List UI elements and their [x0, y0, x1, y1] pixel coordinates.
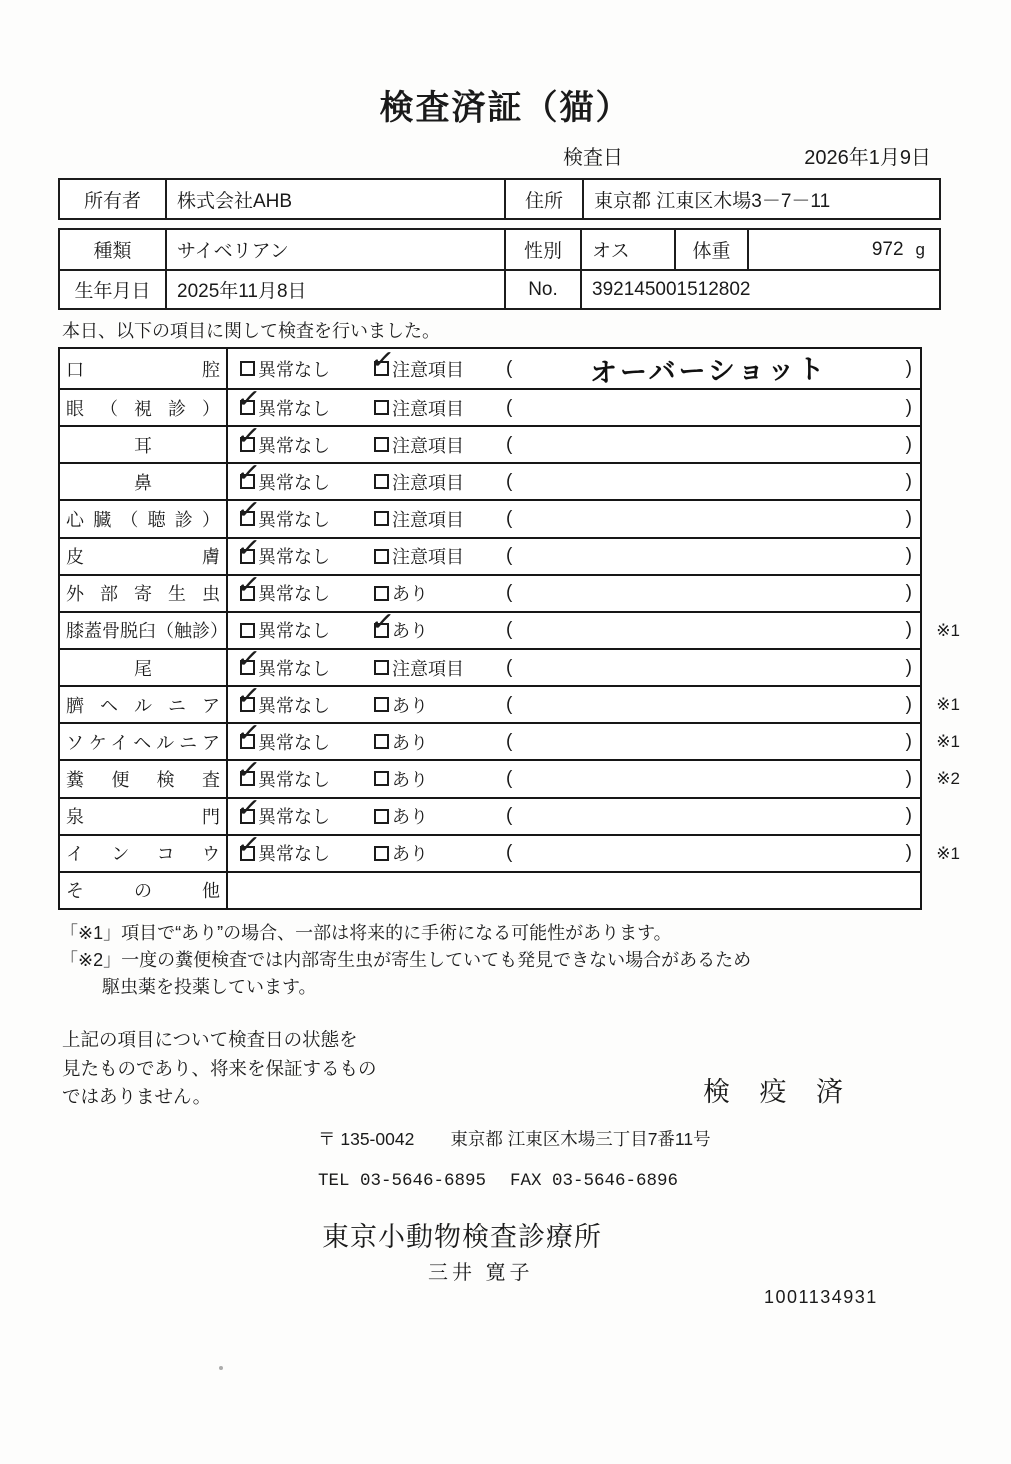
option-attention: [374, 655, 506, 681]
exam-row: [60, 716, 960, 759]
option-attention-label: 注意項目: [392, 658, 464, 679]
exam-item-label-cell: [60, 761, 228, 796]
exam-item-label: 泉 門: [66, 807, 220, 828]
paren-open: (: [506, 396, 513, 418]
exam-item-label-cell: [60, 799, 228, 834]
paren-open: (: [506, 767, 513, 789]
exam-row: [60, 567, 920, 611]
disclaimer-line-2: 見たものであり、将来を保証するもの: [62, 1057, 377, 1079]
exam-date-label: 検査日: [563, 147, 623, 169]
footnote-1: 「※1」項目で“あり”の場合、一部は将来的に手術になる可能性があります。: [60, 923, 672, 943]
disclaimer-line-3: ではありません。: [62, 1086, 212, 1107]
option-attention: [374, 543, 506, 569]
scan-speck: [219, 1366, 223, 1370]
checkbox-icon: [374, 846, 389, 861]
option-attention-label: あり: [392, 695, 428, 716]
paren-open: (: [506, 357, 513, 379]
option-attention-label: 注意項目: [392, 472, 464, 493]
paren-close: ): [905, 619, 912, 641]
paren-close: ): [905, 507, 912, 529]
exam-item-label: 心 臓 （ 聴 診 ）: [66, 509, 220, 530]
checkbox-icon: [235, 790, 263, 824]
option-attention-label: 注意項目: [392, 435, 464, 456]
paren-open: (: [506, 619, 513, 641]
exam-item-label: 皮 膚: [66, 547, 220, 568]
option-normal-label: 異常なし: [258, 658, 330, 679]
checkbox-icon: [369, 342, 397, 377]
option-attention: [374, 692, 506, 718]
option-normal-label: 異常なし: [258, 398, 330, 419]
clinic-postal: 〒 135-0042: [318, 1129, 415, 1149]
address-label: 住所: [504, 180, 582, 218]
handwritten-note: [512, 441, 905, 448]
option-normal-label: 異常なし: [258, 472, 330, 493]
paren-open: (: [506, 730, 513, 752]
check-mark-icon: ✓: [235, 418, 263, 453]
paren-close: ): [905, 693, 912, 715]
paren-open: (: [506, 656, 513, 678]
exam-item-content: [228, 342, 920, 389]
option-attention: [374, 432, 506, 458]
clinic-address-line: [318, 1126, 711, 1151]
exam-row: [60, 342, 920, 389]
exam-row: [60, 753, 960, 796]
option-normal: [235, 381, 374, 421]
sex-label: 性別: [504, 230, 580, 269]
option-normal: [235, 530, 374, 569]
clinic-tel: TEL 03-5646-6895: [318, 1171, 487, 1191]
owner-box: [58, 178, 941, 220]
handwritten-note: [512, 664, 905, 671]
checkbox-icon: [235, 641, 263, 676]
paren-close: ): [905, 396, 912, 418]
footnote-mark: ※1: [936, 732, 960, 752]
check-mark-icon: ✓: [369, 604, 397, 639]
exam-item-content: [228, 567, 920, 611]
exam-item-label: 口 腔: [66, 359, 220, 380]
option-attention-label: 注意項目: [392, 547, 464, 568]
exam-row: [60, 530, 920, 574]
option-attention-label: 注意項目: [392, 509, 464, 530]
clinic-address: 東京都 江東区木場三丁目7番11号: [450, 1129, 711, 1149]
paren-open: (: [506, 507, 513, 529]
disclaimer: [62, 1026, 377, 1112]
paren-close: ): [905, 730, 912, 752]
exam-item-content: [228, 604, 920, 648]
option-normal: [235, 716, 374, 755]
paren-open: (: [506, 545, 513, 567]
weight-value-cell: [747, 230, 939, 269]
option-attention: [374, 506, 506, 532]
option-attention: [374, 766, 506, 792]
exam-item-content: [228, 678, 920, 722]
option-attention: [374, 729, 506, 755]
option-normal-label: 異常なし: [258, 435, 330, 456]
checkbox-icon: [374, 474, 389, 489]
exam-row: [60, 604, 960, 648]
handwritten-note: [512, 627, 905, 634]
animal-box: [58, 228, 941, 310]
option-normal: [235, 418, 374, 458]
footnote-2-cont: 駆虫薬を投薬しています。: [102, 977, 317, 997]
exam-item-label: 耳: [134, 435, 152, 456]
check-mark-icon: ✓: [235, 678, 263, 713]
exam-row: [60, 456, 920, 499]
exam-item-content: [228, 493, 920, 536]
footnote-2: 「※2」一度の糞便検査では内部寄生虫が寄生していても発見できない場合があるため: [60, 950, 752, 970]
option-attention: [369, 604, 506, 643]
exam-item-content: [228, 381, 920, 425]
weight-unit: g: [915, 239, 925, 259]
paren-close: ): [905, 545, 912, 567]
option-normal-label: 異常なし: [258, 509, 330, 530]
checkbox-icon: [235, 716, 263, 750]
paren-open: (: [506, 470, 513, 492]
option-attention-label: あり: [392, 732, 428, 753]
checkbox-icon: [235, 493, 263, 527]
paren-close: ): [905, 433, 912, 455]
weight-value: 972: [871, 238, 904, 260]
checkbox-icon: [374, 437, 389, 452]
animal-box-row2: [60, 269, 939, 308]
exam-table: [58, 342, 960, 910]
disclaimer-line-1: 上記の項目について検査日の状態を: [62, 1029, 358, 1050]
checkbox-icon: [240, 623, 255, 638]
checkbox-icon: [374, 549, 389, 564]
check-mark-icon: ✓: [235, 641, 263, 676]
checkbox-icon: [374, 586, 389, 601]
option-attention-label: あり: [392, 621, 428, 642]
footnotes: [60, 920, 751, 1001]
exam-item-content: [228, 873, 920, 908]
owner-value: 株式会社AHB: [165, 180, 504, 218]
exam-item-content: [228, 418, 920, 462]
paren-close: ): [905, 767, 912, 789]
exam-item-label-cell: [60, 539, 228, 574]
paren-close: ): [905, 357, 912, 379]
option-normal: [240, 617, 374, 643]
option-normal: [240, 356, 374, 382]
checkbox-icon: [374, 660, 389, 675]
paren-open: (: [506, 693, 513, 715]
paren-open: (: [506, 433, 513, 455]
exam-row: [60, 493, 920, 536]
no-value: 392145001512802: [580, 271, 939, 308]
checkbox-icon: [235, 827, 263, 862]
option-normal-label: 異常なし: [258, 547, 330, 568]
exam-item-label-cell: [60, 613, 228, 648]
quarantine-stamp: 検 疫 済: [703, 1077, 855, 1107]
no-label: No.: [504, 271, 580, 308]
weight-label: 体重: [674, 230, 747, 269]
paren-open: (: [506, 842, 513, 864]
option-normal: [235, 678, 374, 718]
exam-item-label-cell: [60, 501, 228, 536]
option-normal-label: 異常なし: [258, 769, 330, 790]
option-attention-label: あり: [392, 844, 428, 865]
page-title: 検査済証（猫）: [379, 89, 632, 127]
footnote-mark: ※1: [936, 843, 960, 863]
exam-row: [60, 871, 920, 908]
exam-item-label-cell: [60, 349, 228, 388]
check-mark-icon: ✓: [235, 381, 263, 416]
exam-item-label-cell: [60, 464, 228, 499]
option-normal-label: 異常なし: [258, 359, 330, 380]
handwritten-note: [512, 516, 905, 523]
document-number: 1001134931: [764, 1287, 878, 1307]
handwritten-note: [512, 813, 905, 820]
exam-row: [60, 641, 920, 685]
exam-item-label: 鼻: [134, 472, 152, 493]
checkbox-icon: [235, 456, 263, 490]
clinic-fax: FAX 03-5646-6896: [510, 1171, 679, 1191]
option-attention-label: あり: [392, 807, 428, 828]
handwritten-note: オーバーショット: [590, 353, 829, 389]
option-attention-label: 注意項目: [392, 398, 464, 419]
option-normal-label: 異常なし: [258, 584, 330, 605]
exam-item-label-cell: [60, 873, 228, 908]
option-normal: [235, 493, 374, 532]
option-normal: [235, 456, 374, 495]
option-attention: [374, 840, 506, 866]
exam-item-label-cell: [60, 836, 228, 871]
paren-open: (: [506, 805, 513, 827]
intro-text: 本日、以下の項目に関して検査を行いました。: [62, 321, 440, 341]
exam-item-label: 糞 便 検 査: [66, 769, 220, 790]
exam-item-label-cell: [60, 576, 228, 611]
handwritten-note: [512, 776, 905, 783]
paren-close: ): [905, 656, 912, 678]
exam-item-label-cell: [60, 427, 228, 462]
exam-item-label: 外 部 寄 生 虫: [66, 584, 220, 605]
footnote-mark: ※2: [936, 769, 960, 789]
option-normal-label: 異常なし: [258, 807, 330, 828]
exam-row: [60, 790, 920, 834]
address-value: 東京都 江東区木場3－7－11: [582, 180, 939, 218]
exam-date-row: [563, 141, 931, 170]
option-normal: [235, 827, 374, 866]
option-attention: [374, 580, 506, 606]
checkbox-icon: [374, 771, 389, 786]
paren-open: (: [506, 582, 513, 604]
checkbox-icon: [374, 511, 389, 526]
vet-name: 三井 寛子: [428, 1262, 534, 1284]
exam-row: [60, 678, 960, 722]
option-attention: [369, 342, 506, 382]
check-mark-icon: ✓: [369, 342, 397, 377]
paren-close: ): [905, 470, 912, 492]
option-attention: [374, 803, 506, 829]
exam-item-content: [228, 456, 920, 499]
checkbox-icon: [374, 697, 389, 712]
option-attention: [374, 469, 506, 495]
option-normal: [235, 790, 374, 829]
paren-close: ): [905, 805, 912, 827]
exam-item-label: そ の 他: [66, 881, 220, 902]
exam-item-label: 膝蓋骨脱臼（触診）: [66, 621, 228, 642]
birth-label: 生年月日: [74, 281, 151, 302]
checkbox-icon: [240, 361, 255, 376]
option-normal: [235, 567, 374, 606]
check-mark-icon: ✓: [235, 456, 263, 490]
check-mark-icon: ✓: [235, 493, 263, 527]
option-normal-label: 異常なし: [258, 621, 330, 642]
footnote-mark: ※1: [936, 695, 960, 715]
paren-close: ): [905, 582, 912, 604]
option-normal-label: 異常なし: [258, 732, 330, 753]
exam-item-label: イ ン コ ウ: [66, 844, 220, 865]
exam-item-label: 尾: [134, 658, 152, 679]
exam-item-content: [228, 790, 920, 834]
breed-value: サイベリアン: [165, 230, 504, 269]
check-mark-icon: ✓: [235, 567, 263, 602]
exam-item-content: [228, 530, 920, 574]
option-attention-label: あり: [392, 769, 428, 790]
footnote-mark: ※1: [936, 620, 960, 640]
checkbox-icon: [374, 400, 389, 415]
check-mark-icon: ✓: [235, 716, 263, 750]
check-mark-icon: ✓: [235, 827, 263, 862]
exam-item-content: [228, 716, 920, 759]
handwritten-note: [512, 850, 905, 857]
checkbox-icon: [374, 809, 389, 824]
option-normal-label: 異常なし: [258, 695, 330, 716]
exam-date-value: 2026年1月9日: [804, 147, 931, 169]
checkbox-icon: [235, 530, 263, 564]
exam-item-label: 臍 ヘ ル ニ ア: [66, 695, 220, 716]
check-mark-icon: ✓: [235, 790, 263, 824]
exam-item-label-cell: [60, 724, 228, 759]
exam-row: [60, 381, 920, 425]
clinic-name: 東京小動物検査診療所: [322, 1222, 602, 1252]
handwritten-note: [512, 701, 905, 708]
owner-label: 所有者: [83, 190, 141, 212]
option-normal-label: 異常なし: [258, 844, 330, 865]
handwritten-note: [512, 404, 905, 411]
check-mark-icon: ✓: [235, 530, 263, 564]
checkbox-icon: [235, 753, 263, 787]
breed-label: 種類: [93, 241, 132, 262]
sex-value: オス: [580, 230, 674, 269]
option-normal: [235, 753, 374, 792]
exam-item-label: 眼 （ 視 診 ）: [66, 398, 220, 419]
checkbox-icon: [369, 604, 397, 639]
checkbox-icon: [235, 418, 263, 453]
exam-item-label-cell: [60, 390, 228, 425]
checkbox-icon: [235, 678, 263, 713]
handwritten-note: [512, 478, 905, 485]
animal-box-row1: [60, 230, 939, 269]
exam-item-label-cell: [60, 687, 228, 722]
checkbox-icon: [235, 567, 263, 602]
exam-item-content: [228, 753, 920, 796]
clinic-phone-line: [318, 1171, 678, 1191]
exam-item-content: [228, 827, 920, 871]
option-attention-label: あり: [392, 584, 428, 605]
handwritten-note: [512, 738, 905, 745]
exam-row: [60, 418, 920, 462]
option-attention-label: 注意項目: [392, 359, 464, 380]
exam-item-label: ソケイヘルニア: [66, 732, 220, 753]
checkbox-icon: [235, 381, 263, 416]
handwritten-note: [512, 590, 905, 597]
exam-item-content: [228, 641, 920, 685]
option-attention: [374, 395, 506, 421]
birth-value: 2025年11月8日: [165, 271, 504, 308]
checkbox-icon: [374, 734, 389, 749]
option-normal: [235, 641, 374, 681]
exam-row: [60, 827, 960, 871]
paren-close: ): [905, 842, 912, 864]
handwritten-note: [512, 553, 905, 560]
exam-item-label-cell: [60, 650, 228, 685]
check-mark-icon: ✓: [235, 753, 263, 787]
